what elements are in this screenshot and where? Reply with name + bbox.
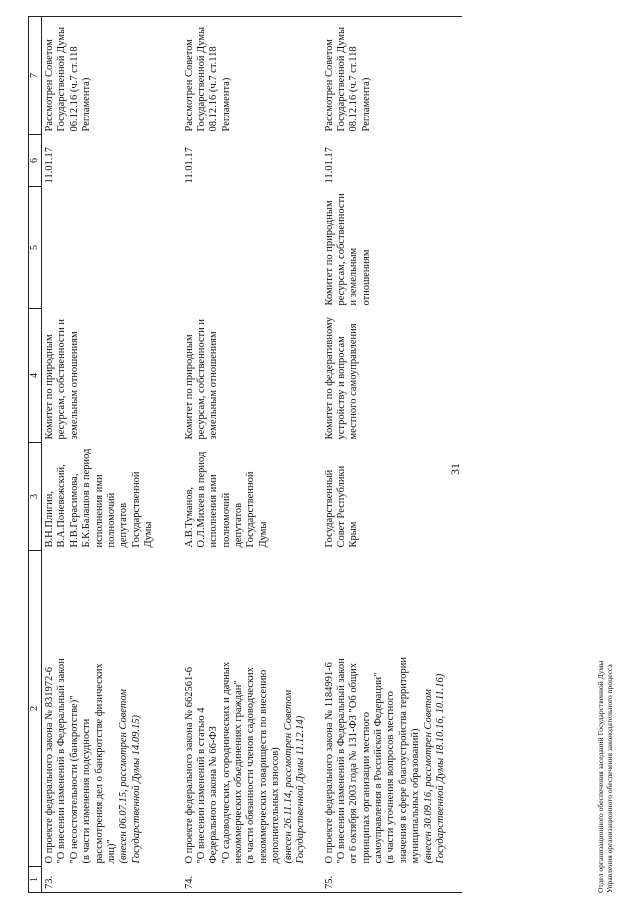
- header-cell: 7: [29, 17, 42, 135]
- bill-title-line: дополнительных взносов): [270, 747, 282, 864]
- bill-note-line: Государственной Думы 14.09.15): [130, 715, 142, 864]
- bill-title-line: муниципальных образований): [410, 728, 422, 864]
- bill-description: [322, 551, 462, 867]
- bill-title-line: рассмотрения дел о банкротстве физических: [93, 663, 105, 864]
- bill-title-line: лиц)": [105, 839, 117, 864]
- review-status: Рассмотрен Советом Государственной Думы 06.12.16 (ч.7 ст.118 Регламента): [42, 17, 182, 135]
- row-number: 74.: [182, 867, 322, 893]
- bill-title-line: (в части уточнения вопросов местного: [385, 691, 397, 864]
- bill-title-line: "О внесении изменений в Федеральный закон: [335, 658, 347, 864]
- review-date: 11.01.17: [183, 147, 195, 184]
- review-status: Рассмотрен Советом Государственной Думы 08.12.16 (ч.7 ст.118 Регламента): [322, 17, 462, 135]
- bill-note-line: (внесен 30.09.16, рассмотрен Советом: [422, 689, 434, 864]
- bill-title-line: "О садоводческих, огороднических и дачных: [220, 661, 232, 864]
- bill-note-line: Государственной Думы 11.12.14): [294, 715, 306, 864]
- responsible-committee: Комитет по природным ресурсам, собственности и земельным отношениям: [44, 319, 80, 440]
- bill-authors: А.В.Туманов, О.Л.Михеев в период исполнения ими полномочий депутатов Государственной Думы: [183, 451, 269, 548]
- row-number: 73.: [42, 867, 182, 893]
- footer-line: Управления организационного обеспечения законодательного процесса: [605, 664, 614, 893]
- bill-title-line: Федерального закона № 66-ФЗ: [208, 726, 220, 864]
- bill-title-line: "О несостоятельности (банкротстве)": [68, 695, 80, 864]
- review-date: 11.01.17: [323, 147, 335, 184]
- bill-authors: Государственный Совет Республики Крым: [323, 465, 360, 548]
- bill-note-line: (внесен 26.11.14, рассмотрен Советом: [282, 689, 294, 864]
- table-row: [42, 17, 182, 893]
- bill-title-line: самоуправления в Российской Федерации": [373, 672, 384, 864]
- header-cell: 3: [29, 443, 42, 551]
- header-cell: 1: [29, 867, 42, 893]
- bill-title-line: (в части обязанности членов садоводческих: [245, 667, 257, 864]
- bill-authors: В.Н.Плигин, В.А.Поневежский, Н.В.Герасимова, Б.К.Балашов в период исполнения ими полномочий депутатов Государственной Думы: [44, 448, 154, 548]
- review-date: 11.01.17: [44, 147, 55, 184]
- bill-title-line: О проекте федерального закона № 662561-6: [183, 666, 195, 864]
- review-status: Рассмотрен Советом Государственной Думы 08.12.16 (ч.7 ст.118 Регламента): [182, 17, 322, 135]
- bill-description: [42, 551, 182, 867]
- footer: [596, 661, 614, 893]
- bill-note-line: (внесен 06.07.15, рассмотрен Советом: [118, 689, 130, 864]
- header-cell: 5: [29, 187, 42, 309]
- bill-title-line: некоммерческих товариществ по внесению: [257, 669, 269, 864]
- page-number: 31: [448, 463, 462, 475]
- bill-title-line: "О внесении изменений в Федеральный закон: [56, 658, 68, 864]
- bill-title-line: О проекте федерального закона № 1184991-6: [323, 662, 335, 864]
- header-cell: 4: [29, 309, 42, 443]
- bill-title-line: О проекте федерального закона № 831972-6: [44, 666, 55, 864]
- table-row: [182, 17, 322, 893]
- bill-title-line: (в части изменения подсудности: [81, 718, 93, 864]
- header-row: [29, 17, 42, 893]
- header-cell: 2: [29, 551, 42, 867]
- bills-table: [28, 16, 462, 893]
- bill-title-line: от 6 октября 2003 года № 131-ФЗ "Об общих: [348, 663, 360, 864]
- bill-title-line: принципах организации местного: [360, 712, 372, 864]
- co-executor-committee: Комитет по природным ресурсам, собственности и земельным отношениям: [323, 193, 372, 306]
- footer-line: Отдел организационного обеспечения заседаний Государственной Думы: [596, 660, 605, 893]
- co-executor-committee: [182, 187, 322, 309]
- co-executor-committee: [42, 187, 182, 309]
- bill-note-line: Государственной Думы 18.10.16, 10.11.16): [434, 673, 446, 864]
- bill-title-line: значения в сфере благоустройства территории: [397, 656, 409, 864]
- header-cell: 6: [29, 135, 42, 187]
- bill-title-line: "О внесении изменений в статью 4: [195, 707, 207, 864]
- bill-description: [182, 551, 322, 867]
- responsible-committee: Комитет по природным ресурсам, собственности и земельным отношениям: [183, 319, 220, 440]
- bill-title-line: некоммерческих объединениях граждан": [233, 680, 244, 864]
- responsible-committee: Комитет по федеративному устройству и вопросам местного самоуправления: [323, 317, 360, 440]
- row-number: 75.: [322, 867, 462, 893]
- table-row: [322, 17, 462, 893]
